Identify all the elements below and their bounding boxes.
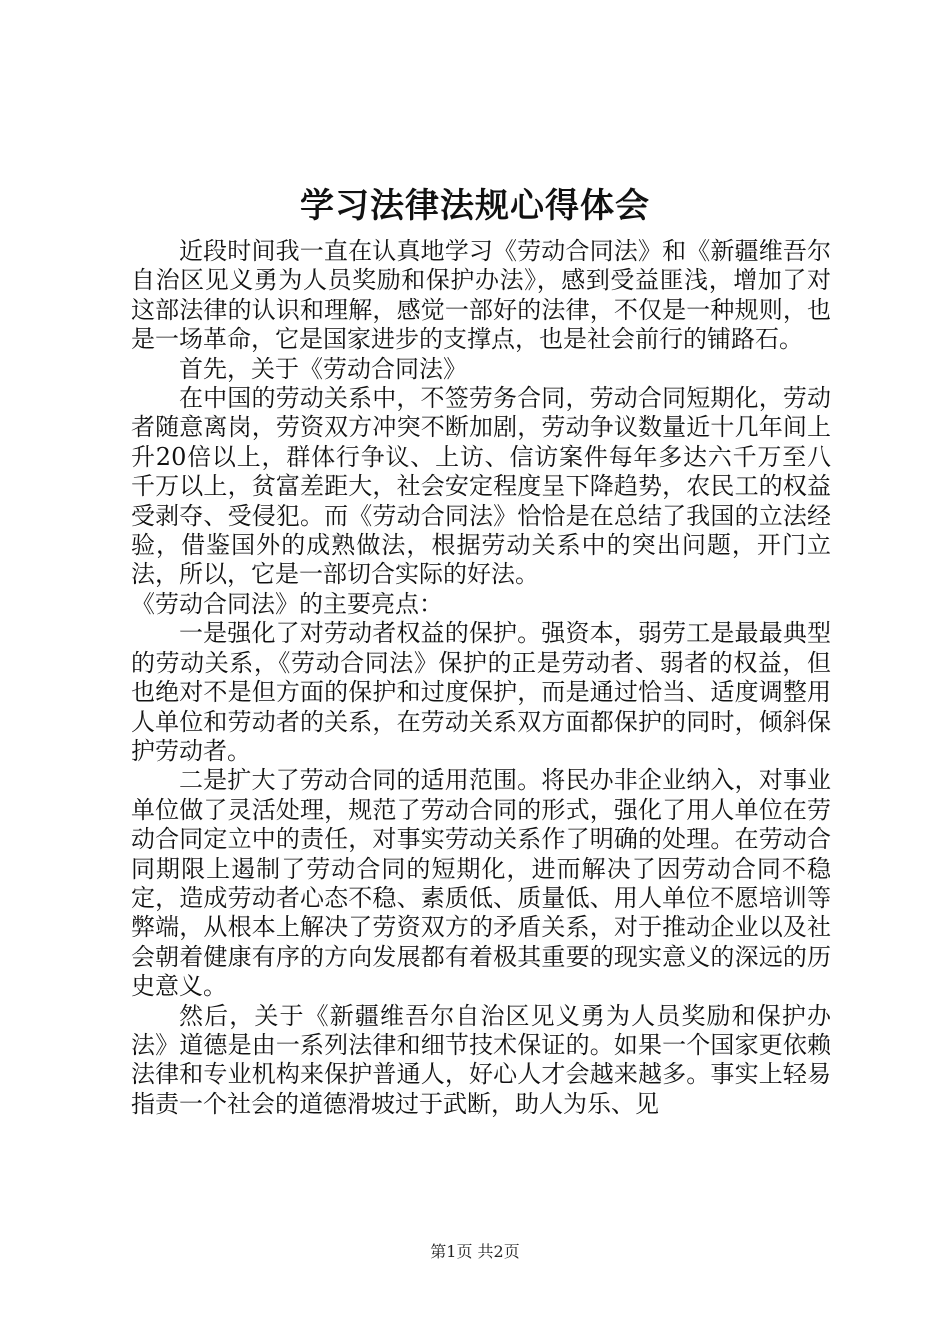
paragraph-labor-background: 在中国的劳动关系中，不签劳务合同，劳动合同短期化，劳动者随意离岗，劳资双方冲突不断加剧，劳动争议数量近十几年间上升20倍以上，群体行争议、上访、信访案件每年多达六千万至八千万以上，贫富差距大，社会安定程度呈下降趋势，农民工的权益受剥夺、受侵犯。而《劳动合同法》恰恰是在总结了我国的立法经验，借鉴国外的成熟做法，根据劳动关系中的突出问题，开门立法，所以，它是一部切合实际的好法。	[131, 384, 831, 589]
paragraph-section-labor-law: 首先，关于《劳动合同法》	[179, 354, 467, 383]
document-body	[131, 237, 831, 1119]
paragraph-highlight-two: 二是扩大了劳动合同的适用范围。将民办非企业纳入，对事业单位做了灵活处理，规范了劳动合同的形式，强化了用人单位在劳动合同定立中的责任，对事实劳动关系作了明确的处理。在劳动合同期限上遏制了劳动合同的短期化，进而解决了因劳动合同不稳定，造成劳动者心态不稳、素质低、质量低、用人单位不愿培训等弊端，从根本上解决了劳资双方的矛盾关系，对于推动企业以及社会朝着健康有序的方向发展都有着极其重要的现实意义的深远的历史意义。	[131, 766, 831, 1001]
document-title: 学习法律法规心得体会	[300, 186, 650, 226]
paragraph-intro: 近段时间我一直在认真地学习《劳动合同法》和《新疆维吾尔自治区见义勇为人员奖励和保护办法》，感到受益匪浅，增加了对这部法律的认识和理解，感觉一部好的法律，不仅是一种规则，也是一场革命，它是国家进步的支撑点，也是社会前行的铺路石。	[131, 237, 831, 354]
paragraph-highlight-one: 一是强化了对劳动者权益的保护。强资本，弱劳工是最最典型的劳动关系，《劳动合同法》保护的正是劳动者、弱者的权益，但也绝对不是但方面的保护和过度保护，而是通过恰当、适度调整用人单位和劳动者的关系，在劳动关系双方面都保护的同时，倾斜保护劳动者。	[131, 619, 831, 765]
page-footer: 第1页 共2页	[430, 1242, 520, 1261]
paragraph-section-bravery-law: 然后，关于《新疆维吾尔自治区见义勇为人员奖励和保护办法》道德是由一系列法律和细节技术保证的。如果一个国家更依赖法律和专业机构来保护普通人，好心人才会越来越多。事实上轻易指责一个社会的道德滑坡过于武断，助人为乐、见	[131, 1001, 831, 1118]
paragraph-highlights-heading: 《劳动合同法》的主要亮点：	[131, 589, 443, 618]
